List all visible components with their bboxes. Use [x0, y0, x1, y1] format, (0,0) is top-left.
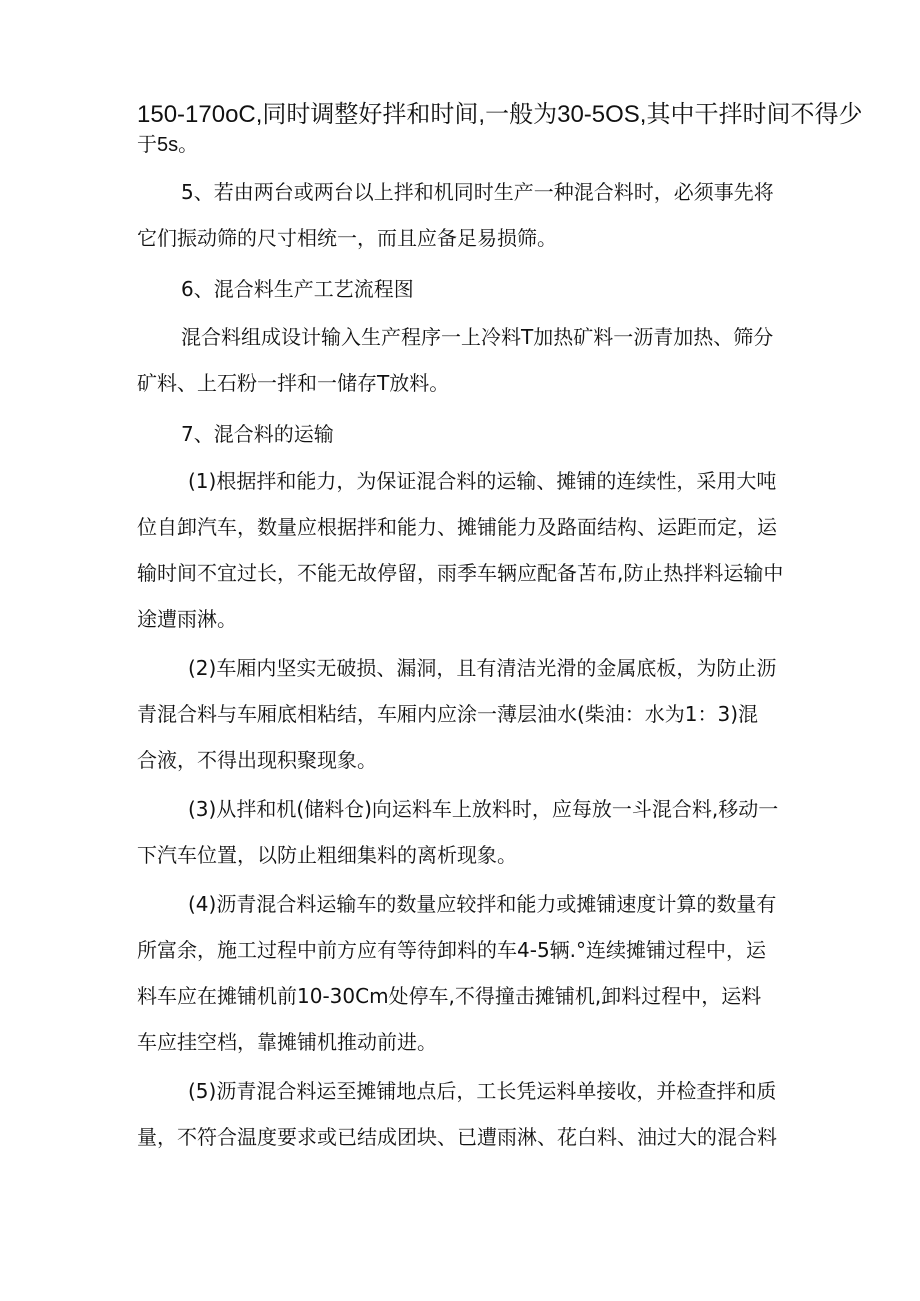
text-line: 车应挂空档，靠摊铺机推动前进。	[137, 1030, 437, 1054]
text-line: 输时间不宜过长，不能无故停留，雨季车辆应配备苫布,防止热拌料运输中	[137, 561, 784, 585]
text-line: 下汽车位置，以防止粗细集料的离析现象。	[137, 843, 517, 867]
text-line: 量，不符合温度要求或已结成团块、已遭雨淋、花白料、油过大的混合料	[137, 1125, 777, 1149]
text-line: 5、若由两台或两台以上拌和机同时生产一种混合料时，必须事先将	[181, 180, 774, 204]
section-heading: 6、混合料生产工艺流程图	[181, 277, 414, 301]
section-heading: 7、混合料的运输	[181, 422, 334, 446]
text-line: 矿料、上石粉一拌和一储存T放料。	[137, 371, 450, 395]
text-line: (5)沥青混合料运至摊铺地点后，工长凭运料单接收，并检查拌和质	[188, 1079, 777, 1103]
text-line: 所富余，施工过程中前方应有等待卸料的车4-5辆.°连续摊铺过程中，运	[137, 938, 767, 962]
text-line: 混合料组成设计输入生产程序一上冷料T加热矿料一沥青加热、筛分	[181, 325, 774, 349]
text-line: 它们振动筛的尺寸相统一，而且应备足易损筛。	[137, 226, 557, 250]
text-line: 青混合料与车厢底相粘结，车厢内应涂一薄层油水(柴油：水为1：3)混	[137, 702, 759, 726]
text-line: (1)根据拌和能力，为保证混合料的运输、摊铺的连续性，采用大吨	[188, 469, 777, 493]
text-line: (2)车厢内坚实无破损、漏洞，且有清洁光滑的金属底板，为防止沥	[188, 656, 777, 680]
text-line: (4)沥青混合料运输车的数量应较拌和能力或摊铺速度计算的数量有	[188, 892, 777, 916]
text-line: 于5s。	[137, 134, 199, 156]
text-line: 料车应在摊铺机前10-30Cm处停车,不得撞击摊铺机,卸料过程中，运料	[137, 984, 762, 1008]
text-line: 合液，不得出现积聚现象。	[137, 748, 377, 772]
text-line: 位自卸汽车，数量应根据拌和能力、摊铺能力及路面结构、运距而定，运	[137, 515, 777, 539]
text-line: (3)从拌和机(储料仓)向运料车上放料时，应每放一斗混合料,移动一	[188, 797, 779, 821]
text-line: 途遭雨淋。	[137, 607, 237, 631]
text-line: 150-170oC,同时调整好拌和时间,一般为30-5OS,其中干拌时间不得少	[137, 101, 863, 128]
